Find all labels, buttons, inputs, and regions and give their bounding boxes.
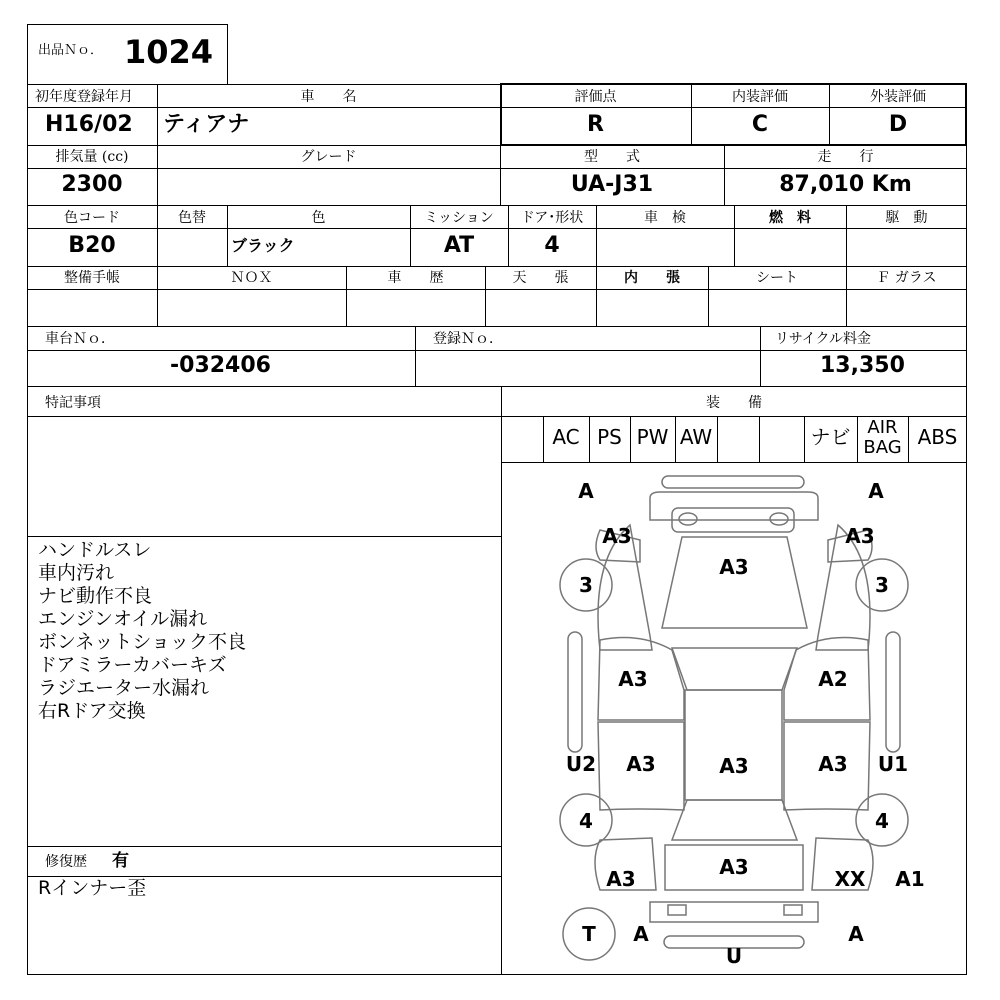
score-label: 評価点 [574, 89, 617, 105]
car-name-label: 車 名 [300, 89, 357, 105]
equipment-ps: PS [597, 425, 622, 449]
damage-fender-fr: A3 [845, 524, 875, 548]
damage-sill-right: U1 [877, 752, 909, 776]
mileage-label: 走 行 [817, 149, 874, 165]
seat-label: シート [756, 270, 798, 286]
repaint-label: 色替 [178, 210, 206, 226]
damage-roof: A3 [719, 754, 749, 778]
front-glass-label: Ｆ ガラス [876, 270, 937, 286]
damage-front-right: A [868, 479, 884, 503]
exterior-value: D [888, 112, 908, 137]
equipment-navi: ナビ [810, 425, 851, 449]
note-item: ドアミラーカバーキズ [38, 654, 227, 676]
repair-detail: Rインナー歪 [38, 877, 147, 899]
note-item: ナビ動作不良 [38, 585, 153, 607]
damage-under: U [725, 944, 743, 968]
drive-label: 駆 動 [885, 210, 928, 226]
recycle-value: 13,350 [820, 353, 905, 378]
displacement-value: 2300 [61, 172, 123, 197]
door-label: ドア･形状 [520, 210, 584, 226]
repair-value: 有 [112, 851, 129, 871]
recycle-label: リサイクル料金 [775, 331, 872, 347]
score-value: R [587, 112, 604, 137]
reg-no-label: 登録Ｎｏ． [433, 331, 503, 347]
model-label: 型 式 [584, 149, 640, 165]
damage-door-rr: A3 [818, 752, 848, 776]
mission-value: AT [443, 233, 475, 258]
color-value: ブラック [231, 236, 295, 255]
damage-quarter-rr: XX [834, 867, 866, 891]
equipment-aw: AW [679, 425, 713, 449]
interior-value: C [751, 112, 769, 137]
damage-sill-left: U2 [565, 752, 597, 776]
damage-quarter-rl: A3 [606, 867, 636, 891]
damage-door-fl: A3 [618, 667, 648, 691]
chassis-label: 車台Ｎｏ． [45, 331, 115, 347]
damage-fender-fl: A3 [602, 524, 632, 548]
interior-label: 内装評価 [732, 89, 788, 105]
chassis-value: -032406 [170, 353, 271, 378]
color-code-label: 色コード [64, 210, 120, 226]
lot-label: 出品Ｎｏ． [38, 43, 104, 58]
damage-door-fr: A2 [818, 667, 848, 691]
inner-lining-label: 内 張 [624, 270, 680, 286]
note-item: ラジエーター水漏れ [38, 677, 210, 699]
color-code-value: B20 [68, 233, 116, 258]
maintenance-label: 整備手帳 [64, 270, 120, 286]
note-item: 車内汚れ [38, 562, 115, 584]
damage-door-rl: A3 [626, 752, 656, 776]
note-item: エンジンオイル漏れ [38, 608, 208, 630]
note-item: ハンドルスレ [38, 539, 152, 561]
car-name-value: ティアナ [163, 112, 250, 137]
damage-front-left: A [578, 479, 594, 503]
damage-quarter-rr-2: A1 [895, 867, 925, 891]
history-label: 車 歴 [387, 270, 444, 286]
exterior-label: 外装評価 [870, 89, 926, 105]
reg-date-value: H16/02 [45, 112, 133, 137]
damage-spare-tire: T [582, 922, 596, 946]
mission-label: ミッション [424, 210, 494, 226]
grade-label: グレード [300, 149, 357, 165]
damage-rear-right: A [848, 922, 864, 946]
repair-label: 修復歴 [45, 854, 87, 870]
displacement-label: 排気量 (cc) [55, 149, 129, 165]
equipment-ac: AC [552, 425, 580, 449]
roof-lining-label: 天 張 [512, 270, 569, 286]
color-label: 色 [311, 210, 326, 226]
damage-trunk: A3 [719, 855, 749, 879]
equipment-label: 装 備 [706, 395, 762, 411]
damage-rear-left: A [633, 922, 649, 946]
damage-wheel-rr: 4 [875, 809, 889, 833]
fuel-label: 燃 料 [769, 210, 811, 226]
car-diagram [501, 462, 967, 975]
mileage-value: 87,010 Km [779, 172, 912, 197]
door-value: 4 [544, 233, 560, 258]
note-item: ボンネットショック不良 [38, 631, 247, 653]
equipment-pw: PW [636, 425, 669, 449]
nox-label: ＮＯＸ [230, 270, 273, 286]
model-value: UA-J31 [570, 172, 654, 197]
damage-wheel-fl: 3 [579, 573, 593, 597]
damage-hood: A3 [719, 555, 749, 579]
note-item: 右Rドア交換 [38, 700, 146, 722]
damage-wheel-rl: 4 [579, 809, 593, 833]
damage-wheel-fr: 3 [875, 573, 889, 597]
equipment-airbag: AIR BAG [863, 417, 902, 458]
lot-number: 1024 [124, 33, 214, 71]
notes-label: 特記事項 [45, 395, 101, 411]
reg-date-label: 初年度登録年月 [35, 89, 133, 105]
equipment-abs: ABS [917, 425, 958, 449]
inspection-label: 車 検 [644, 210, 686, 226]
